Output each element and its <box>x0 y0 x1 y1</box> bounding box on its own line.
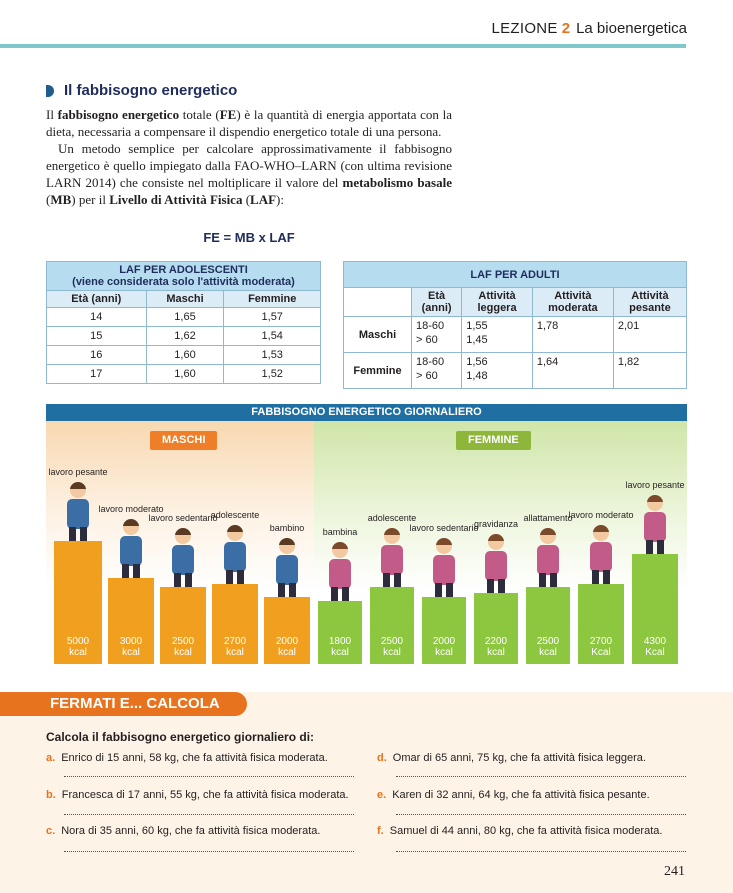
bold-term: FE <box>219 107 237 122</box>
table-cell: 14 <box>47 308 147 327</box>
person-figure-icon <box>166 525 200 587</box>
text-run: ) è la quantità di energia apportata con la dieta, necessaria a compensare il dispendio energetico totale di una persona. <box>46 107 452 139</box>
exercise-item-a <box>46 752 328 764</box>
age-value: 18-60 <box>416 320 445 332</box>
text-run: ) per il <box>71 192 110 207</box>
table-title-line2: (viene considerata solo l'attività moderata) <box>72 276 295 288</box>
item-letter: c. <box>46 825 56 837</box>
person-figure-icon <box>479 531 513 593</box>
age-value: 18-60 <box>416 356 445 368</box>
table-row <box>47 308 321 327</box>
bar-column <box>264 424 310 664</box>
table-row <box>47 346 321 365</box>
column-header: Attività leggera <box>462 288 533 317</box>
text-run: ( <box>46 192 51 207</box>
bold-term: Livello di Attività Fisica <box>109 192 243 207</box>
row-header: Femmine <box>344 353 412 389</box>
table-row <box>344 353 687 389</box>
kcal-value: 4300 Kcal <box>643 636 667 658</box>
answer-line[interactable] <box>64 851 354 852</box>
paragraph-2 <box>46 140 452 208</box>
answer-line[interactable] <box>396 814 686 815</box>
age-value: > 60 <box>416 370 438 382</box>
bar-column <box>318 424 362 664</box>
light-value: 1,48 <box>466 370 488 382</box>
item-text: Samuel di 44 anni, 80 kg, che fa attività fisica moderata. <box>389 825 663 837</box>
exercise-item-d <box>377 752 646 764</box>
answer-line[interactable] <box>396 776 686 777</box>
item-text: Francesca di 17 anni, 55 kg, che fa attività fisica moderata. <box>61 789 349 801</box>
bar-column <box>523 424 573 664</box>
bar-column <box>474 424 518 664</box>
table-cell: 1,53 <box>224 346 321 365</box>
column-header: Femmine <box>224 291 321 308</box>
table-cell: 1,54 <box>224 327 321 346</box>
person-figure-icon <box>584 522 618 584</box>
kcal-value: 2700 Kcal <box>589 636 613 658</box>
category-label: lavoro pesante <box>48 467 108 477</box>
bar-column <box>148 424 218 664</box>
text-run: Un metodo semplice per calcolare approssimativamente il fabbisogno energetico è quello impiegato dalla FAO-WHO–LARN (con ultima revisione LARN 2014) che consiste nel moltiplicare il valore del <box>46 141 452 190</box>
category-label: lavoro moderato <box>98 504 164 514</box>
exercise-item-f <box>377 825 662 837</box>
table-cell: 1,78 <box>532 317 613 353</box>
column-header: Attività moderata <box>532 288 613 317</box>
kcal-value: 2500 kcal <box>171 636 195 658</box>
male-tag: MASCHI <box>150 431 217 450</box>
person-figure-icon <box>323 539 357 601</box>
infographic-title: FABBISOGNO ENERGETICO GIORNALIERO <box>46 404 687 421</box>
section-title-text: Il fabbisogno energetico <box>64 82 238 99</box>
laf-adolescents-table <box>46 261 321 384</box>
table-cell: 2,01 <box>613 317 686 353</box>
column-header: Età (anni) <box>412 288 462 317</box>
person-figure-icon <box>427 535 461 597</box>
lesson-title: La bioenergetica <box>576 20 687 37</box>
item-text: Enrico di 15 anni, 58 kg, che fa attività fisica moderata. <box>61 752 328 764</box>
laf-adults-table <box>343 261 687 389</box>
item-text: Omar di 65 anni, 75 kg, che fa attività fisica leggera. <box>392 752 646 764</box>
table-cell: 15 <box>47 327 147 346</box>
exercise-tab: FERMATI E... CALCOLA <box>0 692 247 716</box>
item-letter: d. <box>377 752 387 764</box>
item-letter: b. <box>46 789 56 801</box>
item-letter: a. <box>46 752 56 764</box>
body-text <box>46 106 452 208</box>
bar-column <box>568 424 634 664</box>
category-label: bambino <box>269 523 305 533</box>
energy-infographic <box>46 404 687 664</box>
exercise-item-c <box>46 825 320 837</box>
person-figure-icon <box>61 479 95 541</box>
light-value: 1,55 <box>466 320 488 332</box>
table-cell <box>412 353 462 389</box>
bar-column <box>625 424 685 664</box>
answer-line[interactable] <box>64 776 354 777</box>
kcal-value: 2000 kcal <box>432 636 456 658</box>
section-bullet-icon <box>46 85 54 97</box>
page-number: 241 <box>664 864 685 879</box>
person-figure-icon <box>531 525 565 587</box>
table-cell <box>462 317 533 353</box>
bold-term: MB <box>50 192 72 207</box>
column-header: Età (anni) <box>47 291 147 308</box>
category-label: lavoro pesante <box>625 480 685 490</box>
kcal-value: 5000 kcal <box>66 636 90 658</box>
table-cell: 1,57 <box>224 308 321 327</box>
answer-line[interactable] <box>396 851 686 852</box>
bold-term: fabbisogno energetico <box>57 107 180 122</box>
category-label: lavoro moderato <box>568 510 634 520</box>
kcal-value: 2700 kcal <box>223 636 247 658</box>
kcal-value: 2500 kcal <box>536 636 560 658</box>
table-cell: 1,60 <box>146 346 224 365</box>
item-text: Karen di 32 anni, 64 kg, che fa attività fisica pesante. <box>392 789 650 801</box>
table-cell: 1,60 <box>146 365 224 384</box>
table-cell: 1,82 <box>613 353 686 389</box>
exercise-item-e <box>377 789 650 801</box>
category-label: gravidanza <box>473 519 519 529</box>
person-figure-icon <box>638 492 672 554</box>
column-header: Maschi <box>146 291 224 308</box>
text-run: ( <box>242 192 251 207</box>
table-row <box>47 327 321 346</box>
header-rule <box>0 44 686 48</box>
item-text: Nora di 35 anni, 60 kg, che fa attività fisica moderata. <box>61 825 321 837</box>
table-cell: 16 <box>47 346 147 365</box>
formula: FE = MB x LAF <box>203 230 295 245</box>
table-cell: 1,65 <box>146 308 224 327</box>
table-cell <box>412 317 462 353</box>
age-value: > 60 <box>416 334 438 346</box>
table-cell: 1,62 <box>146 327 224 346</box>
kcal-value: 1800 kcal <box>328 636 352 658</box>
table-cell: 1,52 <box>224 365 321 384</box>
table-title <box>47 262 321 291</box>
category-label: bambina <box>322 527 358 537</box>
table-title: LAF PER ADULTI <box>344 262 687 288</box>
table-cell <box>462 353 533 389</box>
empty-header <box>344 288 412 317</box>
kcal-value: 2000 kcal <box>275 636 299 658</box>
exercise-item-b <box>46 789 349 801</box>
category-label: adolescente <box>367 513 417 523</box>
answer-line[interactable] <box>64 814 354 815</box>
bar-column <box>48 424 108 664</box>
female-tag: FEMMINE <box>456 431 531 450</box>
person-figure-icon <box>114 516 148 578</box>
kcal-value: 3000 kcal <box>119 636 143 658</box>
category-label: allattamento <box>523 513 573 523</box>
table-row <box>47 365 321 384</box>
row-header: Maschi <box>344 317 412 353</box>
person-figure-icon <box>375 525 409 587</box>
item-letter: e. <box>377 789 387 801</box>
category-label: lavoro sedentario <box>409 523 479 533</box>
bar-column <box>409 424 479 664</box>
header-title <box>491 20 687 37</box>
column-header: Attività pesante <box>613 288 686 317</box>
table-row <box>344 317 687 353</box>
text-run: ): <box>276 192 284 207</box>
bold-term: LAF <box>250 192 277 207</box>
person-figure-icon <box>270 535 304 597</box>
bar-column <box>367 424 417 664</box>
page-header <box>0 0 733 50</box>
light-value: 1,45 <box>466 334 488 346</box>
table-cell: 1,64 <box>532 353 613 389</box>
table-title-line1: LAF PER ADOLESCENTI <box>119 264 248 276</box>
paragraph-1 <box>46 106 452 140</box>
kcal-value: 2200 kcal <box>484 636 508 658</box>
exercise-intro: Calcola il fabbisogno energetico giornaliero di: <box>46 730 315 744</box>
item-letter: f. <box>377 825 384 837</box>
bold-term: metabolismo basale <box>342 175 452 190</box>
bar-column <box>98 424 164 664</box>
text-run: totale ( <box>179 107 220 122</box>
section-title <box>46 82 237 99</box>
text-run: Il <box>46 107 58 122</box>
lesson-word: LEZIONE <box>491 20 558 37</box>
lesson-number: 2 <box>561 20 571 37</box>
kcal-value: 2500 kcal <box>380 636 404 658</box>
light-value: 1,56 <box>466 356 488 368</box>
person-figure-icon <box>218 522 252 584</box>
category-label: adolescente <box>210 510 260 520</box>
category-label: lavoro sedentario <box>148 513 218 523</box>
bar-column <box>212 424 258 664</box>
table-cell: 17 <box>47 365 147 384</box>
